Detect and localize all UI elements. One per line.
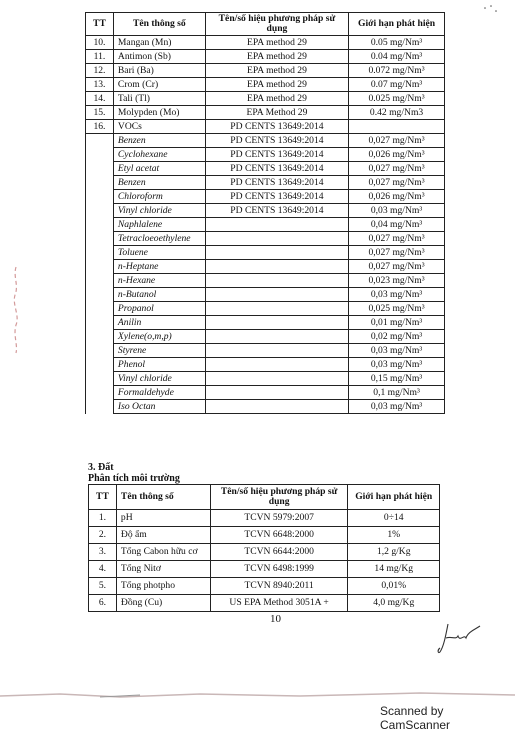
- table-row: [86, 78, 445, 92]
- cell-method: [205, 288, 348, 302]
- cell-detection-limit: 0.04 mg/Nm³: [349, 50, 445, 64]
- header-detection-limit: Giới hạn phát hiện: [349, 13, 445, 36]
- cell-method: EPA method 29: [205, 92, 348, 106]
- cell-parameter: Tổng Cabon hữu cơ: [116, 544, 210, 561]
- header-tt: TT: [89, 485, 117, 510]
- cell-parameter: Etyl acetat: [113, 162, 205, 176]
- scan-edge-mark: [0, 688, 515, 702]
- cell-tt: 16.: [86, 120, 114, 134]
- cell-tt: [86, 134, 114, 148]
- cell-detection-limit: 0.025 mg/Nm³: [349, 92, 445, 106]
- table-row: [86, 204, 445, 218]
- cell-detection-limit: 0.42 mg/Nm3: [349, 106, 445, 120]
- cell-tt: 2.: [89, 527, 117, 544]
- table-row: [86, 50, 445, 64]
- cell-method: TCVN 8940:2011: [210, 578, 348, 595]
- table-row: [86, 246, 445, 260]
- cell-method: EPA method 29: [205, 64, 348, 78]
- table-row: [89, 527, 440, 544]
- cell-tt: [86, 148, 114, 162]
- cell-tt: [86, 288, 114, 302]
- table-header-row: [89, 485, 440, 510]
- table-row: [86, 134, 445, 148]
- table-row: [86, 106, 445, 120]
- table-body: [86, 36, 445, 414]
- section-heading: 3. Đất: [88, 462, 114, 473]
- table-row: [86, 386, 445, 400]
- cell-method: TCVN 6644:2000: [210, 544, 348, 561]
- parameters-table-soil: [88, 484, 440, 612]
- cell-detection-limit: 0,02 mg/Nm³: [349, 330, 445, 344]
- cell-detection-limit: 0,023 mg/Nm³: [349, 274, 445, 288]
- cell-detection-limit: 0,04 mg/Nm³: [349, 218, 445, 232]
- cell-detection-limit: 4,0 mg/Kg: [348, 595, 440, 612]
- cell-parameter: Tổng photpho: [116, 578, 210, 595]
- cell-method: [205, 316, 348, 330]
- cell-method: PD CENTS 13649:2014: [205, 190, 348, 204]
- table-row: [89, 561, 440, 578]
- cell-method: [205, 386, 348, 400]
- table-row: [86, 260, 445, 274]
- cell-method: TCVN 5979:2007: [210, 510, 348, 527]
- cell-method: [205, 218, 348, 232]
- cell-detection-limit: 14 mg/Kg: [348, 561, 440, 578]
- table-row: [86, 274, 445, 288]
- cell-parameter: Cyclohexane: [113, 148, 205, 162]
- table-row: [86, 176, 445, 190]
- cell-parameter: Chloroform: [113, 190, 205, 204]
- cell-tt: [86, 176, 114, 190]
- section-subheading: Phân tích môi trường: [88, 473, 180, 484]
- cell-parameter: n-Hexane: [113, 274, 205, 288]
- cell-method: PD CENTS 13649:2014: [205, 176, 348, 190]
- cell-tt: 4.: [89, 561, 117, 578]
- cell-method: US EPA Method 3051A +: [210, 595, 348, 612]
- cell-parameter: Bari (Ba): [113, 64, 205, 78]
- cell-tt: [86, 232, 114, 246]
- table-header-row: [86, 13, 445, 36]
- cell-parameter: VOCs: [113, 120, 205, 134]
- cell-parameter: pH: [116, 510, 210, 527]
- cell-detection-limit: 0÷14: [348, 510, 440, 527]
- header-parameter: Tên thông số: [113, 13, 205, 36]
- cell-tt: 6.: [89, 595, 117, 612]
- cell-method: EPA Method 29: [205, 106, 348, 120]
- cell-tt: [86, 274, 114, 288]
- header-parameter: Tên thông số: [116, 485, 210, 510]
- cell-method: PD CENTS 13649:2014: [205, 204, 348, 218]
- cell-detection-limit: 0,03 mg/Nm³: [349, 288, 445, 302]
- cell-method: TCVN 6498:1999: [210, 561, 348, 578]
- cell-tt: [86, 162, 114, 176]
- cell-detection-limit: 0,03 mg/Nm³: [349, 204, 445, 218]
- cell-tt: [86, 372, 114, 386]
- cell-method: EPA method 29: [205, 50, 348, 64]
- cell-detection-limit: 0.072 mg/Nm³: [349, 64, 445, 78]
- page-number: 10: [270, 613, 281, 625]
- cell-method: [205, 358, 348, 372]
- cell-tt: [86, 204, 114, 218]
- cell-parameter: Tali (Tl): [113, 92, 205, 106]
- cell-method: PD CENTS 13649:2014: [205, 162, 348, 176]
- cell-parameter: Mangan (Mn): [113, 36, 205, 50]
- cell-detection-limit: 0,03 mg/Nm³: [349, 344, 445, 358]
- table-row: [86, 400, 445, 414]
- cell-detection-limit: 0,1 mg/Nm³: [349, 386, 445, 400]
- cell-tt: 5.: [89, 578, 117, 595]
- cell-tt: [86, 330, 114, 344]
- cell-tt: 1.: [89, 510, 117, 527]
- cell-parameter: Tetracloeoethylene: [113, 232, 205, 246]
- cell-detection-limit: 0,01%: [348, 578, 440, 595]
- cell-method: [205, 400, 348, 414]
- table-row: [86, 218, 445, 232]
- table-row: [86, 162, 445, 176]
- cell-detection-limit: 0,027 mg/Nm³: [349, 162, 445, 176]
- table-row: [86, 302, 445, 316]
- cell-parameter: Molypden (Mo): [113, 106, 205, 120]
- cell-detection-limit: [349, 120, 445, 134]
- table-row: [89, 595, 440, 612]
- header-detection-limit: Giới hạn phát hiện: [348, 485, 440, 510]
- cell-parameter: n-Butanol: [113, 288, 205, 302]
- cell-parameter: Vinyl chloride: [113, 372, 205, 386]
- cell-tt: 10.: [86, 36, 114, 50]
- cell-tt: [86, 246, 114, 260]
- table-row: [89, 578, 440, 595]
- table-row: [86, 288, 445, 302]
- cell-parameter: Xylene(o,m,p): [113, 330, 205, 344]
- cell-parameter: Propanol: [113, 302, 205, 316]
- cell-tt: [86, 358, 114, 372]
- cell-parameter: Tổng Nitơ: [116, 561, 210, 578]
- cell-detection-limit: 0,027 mg/Nm³: [349, 246, 445, 260]
- cell-method: [205, 344, 348, 358]
- cell-parameter: Iso Octan: [113, 400, 205, 414]
- cell-method: TCVN 6648:2000: [210, 527, 348, 544]
- cell-parameter: n-Heptane: [113, 260, 205, 274]
- table-body: [89, 510, 440, 612]
- cell-parameter: Độ ẩm: [116, 527, 210, 544]
- cell-method: PD CENTS 13649:2014: [205, 148, 348, 162]
- cell-method: EPA method 29: [205, 78, 348, 92]
- cell-parameter: Naphlalene: [113, 218, 205, 232]
- signature-mark: [436, 620, 482, 656]
- cell-method: EPA method 29: [205, 36, 348, 50]
- cell-tt: 13.: [86, 78, 114, 92]
- cell-parameter: Crom (Cr): [113, 78, 205, 92]
- cell-detection-limit: 0,027 mg/Nm³: [349, 232, 445, 246]
- cell-detection-limit: 1%: [348, 527, 440, 544]
- cell-parameter: Benzen: [113, 134, 205, 148]
- cell-detection-limit: 0,027 mg/Nm³: [349, 134, 445, 148]
- cell-tt: 15.: [86, 106, 114, 120]
- cell-method: [205, 246, 348, 260]
- cell-detection-limit: 0,026 mg/Nm³: [349, 148, 445, 162]
- cell-parameter: Styrene: [113, 344, 205, 358]
- table-row: [86, 330, 445, 344]
- cell-tt: [86, 316, 114, 330]
- cell-detection-limit: 0,027 mg/Nm³: [349, 260, 445, 274]
- cell-detection-limit: 0,03 mg/Nm³: [349, 358, 445, 372]
- cell-detection-limit: 0,15 mg/Nm³: [349, 372, 445, 386]
- cell-tt: 3.: [89, 544, 117, 561]
- table-row: [86, 148, 445, 162]
- cell-tt: [86, 218, 114, 232]
- cell-parameter: Antimon (Sb): [113, 50, 205, 64]
- table-row: [86, 92, 445, 106]
- table-row: [86, 120, 445, 134]
- table-row: [89, 544, 440, 561]
- cell-tt: 11.: [86, 50, 114, 64]
- cell-parameter: Anilin: [113, 316, 205, 330]
- cell-method: [205, 330, 348, 344]
- cell-method: [205, 302, 348, 316]
- cell-method: [205, 260, 348, 274]
- cell-parameter: Formaldehyde: [113, 386, 205, 400]
- table-row: [86, 232, 445, 246]
- cell-parameter: Phenol: [113, 358, 205, 372]
- scan-noise-mark: [482, 4, 502, 14]
- table-row: [86, 64, 445, 78]
- camscanner-watermark: Scanned by CamScanner: [380, 704, 451, 732]
- table-row: [89, 510, 440, 527]
- header-method: Tên/số hiệu phương pháp sử dụng: [205, 13, 348, 36]
- cell-parameter: Đồng (Cu): [116, 595, 210, 612]
- header-tt: TT: [86, 13, 114, 36]
- cell-tt: 14.: [86, 92, 114, 106]
- table-row: [86, 344, 445, 358]
- table-row: [86, 358, 445, 372]
- table-row: [86, 372, 445, 386]
- cell-detection-limit: 0.07 mg/Nm³: [349, 78, 445, 92]
- cell-method: PD CENTS 13649:2014: [205, 134, 348, 148]
- margin-stamp-mark: [8, 265, 24, 355]
- cell-parameter: Vinyl chloride: [113, 204, 205, 218]
- cell-detection-limit: 0,03 mg/Nm³: [349, 400, 445, 414]
- cell-tt: [86, 190, 114, 204]
- cell-method: [205, 372, 348, 386]
- cell-method: [205, 274, 348, 288]
- cell-detection-limit: 0,027 mg/Nm³: [349, 176, 445, 190]
- cell-parameter: Toluene: [113, 246, 205, 260]
- table-row: [86, 190, 445, 204]
- table-row: [86, 36, 445, 50]
- cell-tt: 12.: [86, 64, 114, 78]
- cell-tt: [86, 260, 114, 274]
- cell-detection-limit: 0,025 mg/Nm³: [349, 302, 445, 316]
- table-row: [86, 316, 445, 330]
- cell-detection-limit: 0,026 mg/Nm³: [349, 190, 445, 204]
- cell-detection-limit: 1,2 g/Kg: [348, 544, 440, 561]
- header-method: Tên/số hiệu phương pháp sử dụng: [210, 485, 348, 510]
- cell-method: [205, 232, 348, 246]
- cell-detection-limit: 0,01 mg/Nm³: [349, 316, 445, 330]
- cell-detection-limit: 0.05 mg/Nm³: [349, 36, 445, 50]
- cell-tt: [86, 400, 114, 414]
- cell-method: PD CENTS 13649:2014: [205, 120, 348, 134]
- cell-tt: [86, 344, 114, 358]
- parameters-table-air: [85, 12, 445, 414]
- cell-parameter: Benzen: [113, 176, 205, 190]
- cell-tt: [86, 386, 114, 400]
- cell-tt: [86, 302, 114, 316]
